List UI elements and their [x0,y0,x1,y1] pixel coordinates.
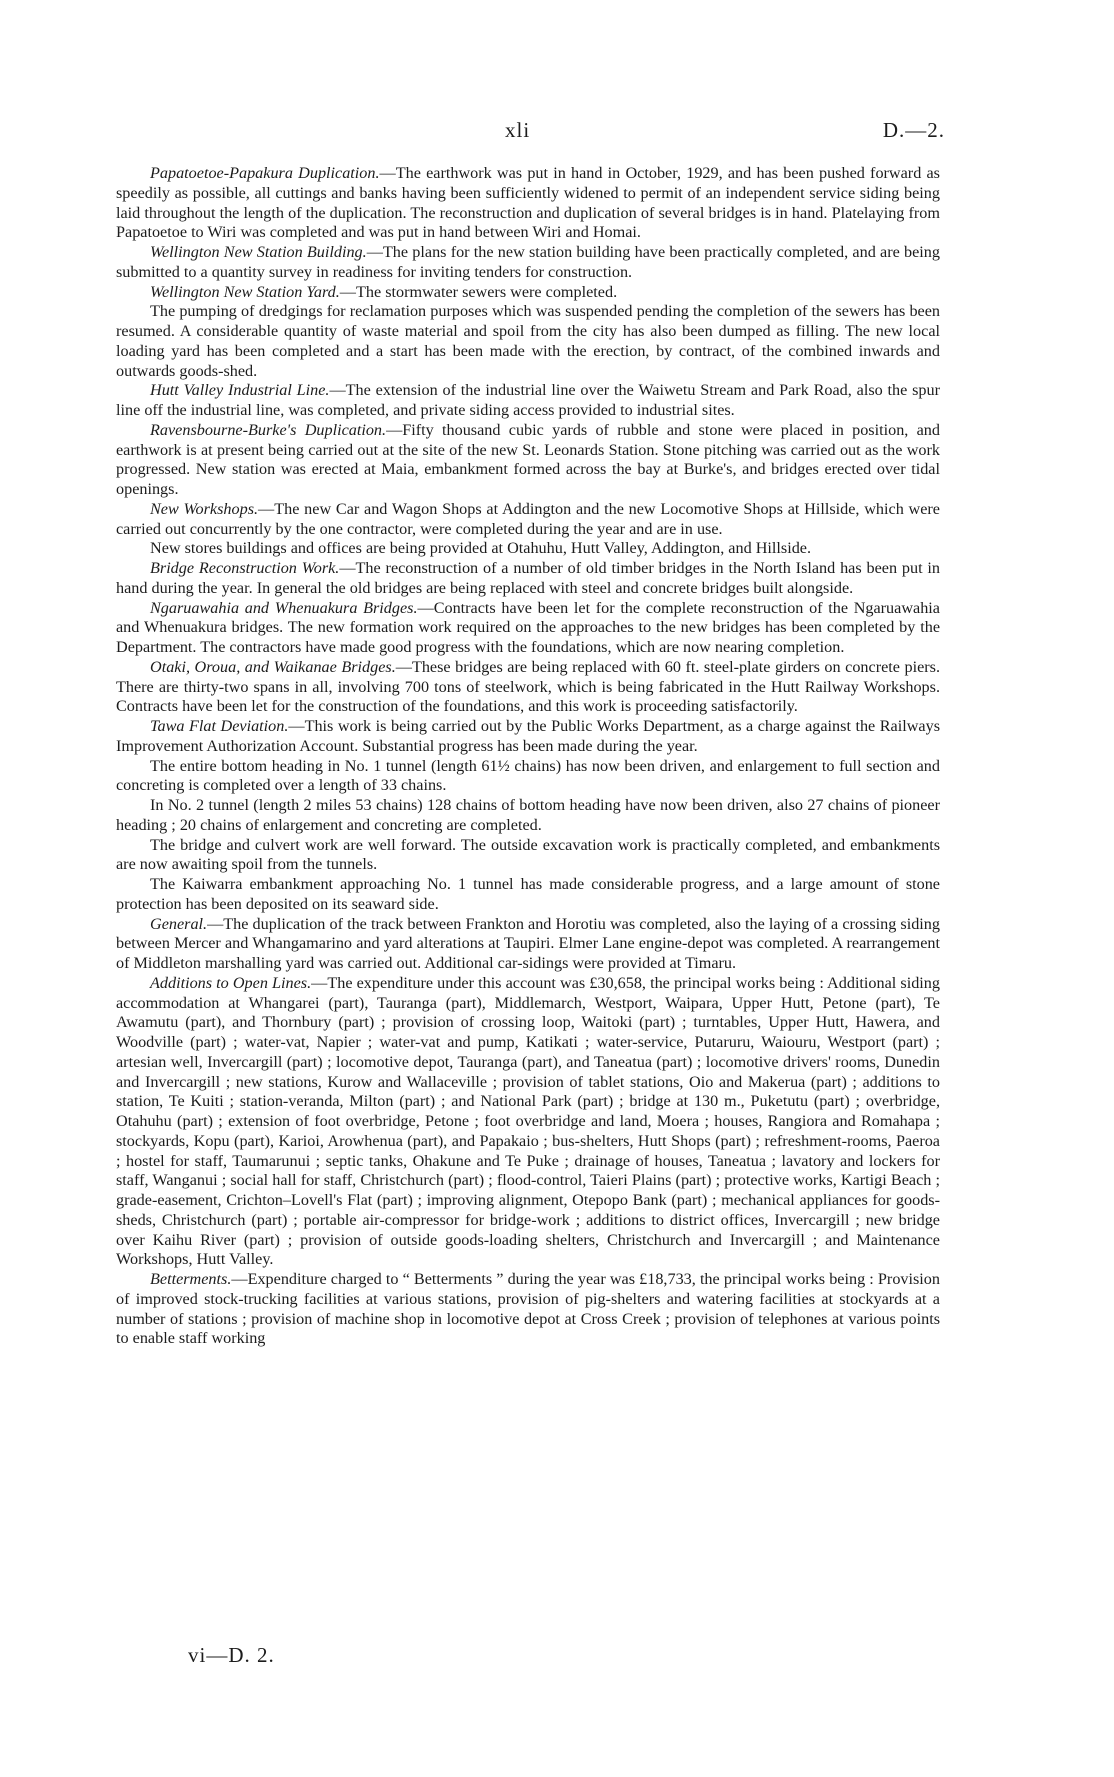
paragraph [116,243,940,283]
paragraph [116,283,940,303]
paragraph-heading: Otaki, Oroua, and Waikanae Bridges. [150,657,396,676]
paragraph-heading: Bridge Reconstruction Work. [150,559,340,577]
paragraph [116,539,940,559]
paragraph-text: —The duplication of the track between Frankton and Horotiu was completed, also the laying of a crossing siding between Mercer and Whangamarino and yard alterations at Taupiri. Elmer Lane engine-depot was completed. A rearrangement of Middleton marshalling yard was carried out. Additional car-sidings were provided at Timaru. [116,914,940,972]
paragraph-heading: Betterments. [150,1270,232,1288]
paragraph [116,1270,940,1349]
paragraph [116,658,940,717]
paragraph-text: —Expenditure charged to “ Betterments ” during the year was £18,733, the principal works being : Provision of improved stock-trucking facilities at various stations, provision of pig-shelters and watering facilities at stockyards at a number of stations ; provision of machine shop in locomotive depot at Cross Creek ; provision of telephones at various points to enable staff working [116,1270,940,1348]
paragraph-heading: Additions to Open Lines. [150,973,312,992]
paragraph-text: In No. 2 tunnel (length 2 miles 53 chains) 128 chains of bottom heading have now been driven, also 27 chains of pioneer heading ; 20 chains of enlargement and concreting are completed. [116,796,940,834]
paragraph-text: —Fifty thousand cubic yards of rubble and stone were placed in position, and earthwork is at present being carried out at the site of the new St. Leonards Station. Stone pitching was carried out as the work progressed. New station was erected at Maia, embankment formed across the bay at Burke's, and bridges erected over tidal openings. [116,420,940,498]
paragraph-text: —The new Car and Wagon Shops at Addington and the new Locomotive Shops at Hillside, which were carried out concurrently by the one contractor, were completed during the year and are in use. [116,499,940,538]
paragraph [116,717,940,757]
paragraph [116,421,940,500]
paragraph-text: The pumping of dredgings for reclamation purposes which was suspended pending the completion of the sewers has been resumed. A considerable quantity of waste material and spoil from the city has also been dumped as filling. The new local loading yard has been completed and a start has been made with the erection, by contract, of the combined inwards and outwards goods-shed. [116,302,940,380]
paragraph [116,796,940,836]
paragraph [116,381,940,421]
paragraph-heading: General. [150,914,208,933]
paragraph-text: —Contracts have been let for the complete reconstruction of the Ngaruawahia and Whenuakura bridges. The new formation work required on the approaches to the new bridges has been completed by the Department. The contractors have made good progress with the foundations, which are now nearing completion. [116,598,940,656]
paragraph-text: New stores buildings and offices are being provided at Otahuhu, Hutt Valley, Addington, and Hillside. [150,539,812,558]
paragraph-text: —These bridges are being replaced with 60 ft. steel-plate girders on concrete piers. There are thirty-two spans in all, involving 700 tons of steelwork, which is being fabricated in the Hutt Railway Workshops. Contracts have been let for the construction of the foundations, and this work is proceeding satisfactorily. [116,657,940,716]
paragraph [116,915,940,974]
paragraph-heading: Ravensbourne-Burke's Duplication. [150,420,387,439]
body-text [116,164,940,1349]
paragraph-text: The Kaiwarra embankment approaching No. 1 tunnel has made considerable progress, and a large amount of stone protection has been deposited on its seaward side. [116,875,940,913]
paragraph [116,559,940,599]
paragraph-text: —The stormwater sewers were completed. [339,282,618,301]
paragraph [116,836,940,876]
paragraph-text: —The expenditure under this account was £30,658, the principal works being : Additional siding accommodation at Whangarei (part), Tauranga (part), Middlemarch, Westport, Waipara, Upper Hutt, Petone (part), Te Awamutu (part), and Thornbury (part) ; provision of crossing loop, Waitoki (part) ; turntables, Upper Hutt, Hawera, and Woodville (part) ; water-vat, Napier ; water-vat and pump, Katikati ; water-service, Putaruru, Waiouru, Westport (part) ; artesian well, Invercargill (part) ; locomotive depot, Tauranga (part), and Taneatua (part) ; locomotive drivers' rooms, Dunedin and Invercargill ; new stations, Kurow and Wallaceville ; provision of tablet stations, Oio and Makerua (part) ; additions to station, Te Kuiti ; station-veranda, Milton (part) ; and National Park (part) ; bridge at 130 m., Puketutu (part) ; overbridge, Otahuhu (part) ; extension of foot overbridge, Petone ; foot overbridge and land, Moera ; houses, Rangiora and Romahapa ; stockyards, Kopu (part), Karioi, Arowhenua (part), and Papakaio ; bus-shelters, Hutt Shops (part) ; refreshment-rooms, Paeroa ; hostel for staff, Taumarunui ; septic tanks, Ohakune and Te Puke ; drainage of houses, Taneatua ; lavatory and lockers for staff, Wanganui ; social hall for staff, Christchurch (part) ; flood-control, Taieri Plains (part) ; protective works, Kartigi Beach ; grade-easement, Crichton–Lovell's Flat (part) ; improving alignment, Otepopo Bank (part) ; mechanical appliances for goods-sheds, Christchurch (part) ; portable air-compressor for bridge-work ; additions to district offices, Invercargill ; new bridge over Kaihu River (part) ; provision of outside goods-loading shelters, Christchurch and Invercargill ; and Maintenance Workshops, Hutt Valley. [116,973,940,1269]
paragraph-text: —The extension of the industrial line over the Waiwetu Stream and Park Road, also the spur line off the industrial line, was completed, and private siding access provided to industrial sites. [116,381,940,419]
paragraph-text: The bridge and culvert work are well forward. The outside excavation work is practically completed, and embankments are now awaiting spoil from the tunnels. [116,835,940,874]
paragraph [116,757,940,797]
paragraph-text: The entire bottom heading in No. 1 tunnel (length 61½ chains) has now been driven, and enlargement to full section and concreting is completed over a length of 33 chains. [116,756,940,795]
paragraph-heading: Tawa Flat Deviation. [150,717,289,735]
sheet-code: D.—2. [882,118,945,142]
paragraph [116,500,940,540]
paragraph [116,875,940,915]
paragraph [116,974,940,1270]
paragraph-heading: Papatoetoe-Papakura Duplication. [150,164,380,182]
paragraph-text: —This work is being carried out by the Public Works Department, as a charge against the Railways Improvement Authorization Account. Substantial progress has been made during the year. [116,717,940,755]
paragraph [116,302,940,381]
paragraph [116,599,940,658]
page-number: xli [505,118,531,142]
paragraph-heading: Wellington New Station Yard. [150,282,340,301]
paragraph-text: —The earthwork was put in hand in October, 1929, and has been pushed forward as speedily as possible, all cuttings and banks having been sufficiently widened to permit of an independent service siding being laid throughout the length of the duplication. The reconstruction and duplication of several bridges is in hand. Platelaying from Papatoetoe to Wiri was completed and was put in hand between Wiri and Homai. [116,164,940,242]
paragraph-text: —The reconstruction of a number of old timber bridges in the North Island has been put in hand during the year. In general the old bridges are being replaced with steel and concrete bridges built alongside. [116,559,940,597]
paragraph-heading: Ngaruawahia and Whenuakura Bridges. [150,598,418,617]
paragraph-text: —The plans for the new station building have been practically completed, and are being submitted to a quantity survey in readiness for inviting tenders for construction. [116,243,940,281]
paragraph-heading: Wellington New Station Building. [150,243,367,261]
paragraph-heading: Hutt Valley Industrial Line. [150,381,330,400]
paragraph-heading: New Workshops. [150,499,259,518]
footer-reference: vi—D. 2. [188,1643,275,1667]
paragraph [116,164,940,243]
